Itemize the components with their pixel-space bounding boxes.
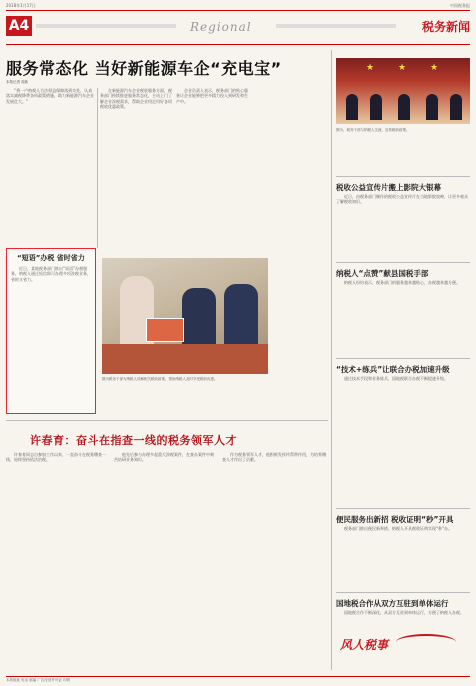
right-text-3: 通过技术手段和业务练兵，国地税联合办税不断提速升级。 xyxy=(344,376,448,381)
lead-column-3 xyxy=(176,88,248,254)
right-headline-3: “技术+练兵”让联合办税加速升级 xyxy=(336,365,450,374)
top-bar xyxy=(6,3,470,9)
feature-column-1 xyxy=(6,452,106,670)
photo-caption: 图为税务干部为纳税人讲解相关税收政策，帮助纳税人及时享受税收优惠。 xyxy=(102,377,218,381)
logo-text: 风人税事 xyxy=(340,638,389,652)
star-icon: ★ xyxy=(398,63,407,73)
brief-box xyxy=(6,248,96,414)
right-photo-caption: 图为，税务干部与纳税人交流，宣传税收政策。 xyxy=(336,128,410,132)
right-rule-1 xyxy=(336,176,470,177)
lead-photo xyxy=(102,258,268,374)
feature-headline: 许春育：奋斗在指查一线的税务领军人才 xyxy=(30,434,237,447)
photo-leaflet xyxy=(146,318,184,342)
issue-date: 2018年1月17日 xyxy=(6,3,36,8)
right-text-5: 国地税合作不断深化，从双方互驻到单体运行，方便了纳税人办税。 xyxy=(344,610,464,615)
feature-column-3 xyxy=(222,452,326,670)
photo-person xyxy=(370,94,382,120)
right-photo xyxy=(336,58,470,124)
photo-display-table xyxy=(102,344,268,374)
star-icon: ★ xyxy=(366,63,375,73)
right-rule-4 xyxy=(336,508,470,509)
feature-text-1: 许春育同志自参加工作以来，一直奋斗在税务稽查一线，始终坚持依法治税。 xyxy=(6,452,106,463)
photo-person xyxy=(346,94,358,120)
masthead-name: 中国税务报 xyxy=(450,3,470,8)
lead-column-2 xyxy=(100,88,172,254)
right-rule-5 xyxy=(336,592,470,593)
logo-swoosh xyxy=(396,634,456,650)
photo-person xyxy=(426,94,438,120)
header-divider-left xyxy=(36,24,176,28)
right-rule-3 xyxy=(336,358,470,359)
brief-text: 近日，某地税务部门推出“短语”办税服务，纳税人通过短信即可办理多项涉税业务，省时又省力。 xyxy=(11,266,91,282)
right-headline-5: 国地税合作从双方互驻到单体运行 xyxy=(336,599,449,608)
right-article-1 xyxy=(336,194,470,258)
section-number: A4 xyxy=(6,16,32,36)
column-divider xyxy=(97,88,98,248)
right-rule-2 xyxy=(336,262,470,263)
feature-text-3: 作为税务领军人才，他积极发挥传帮带作用，为培养稽查人才作出了贡献。 xyxy=(222,452,326,463)
right-article-4 xyxy=(336,526,470,586)
lead-column-1 xyxy=(6,88,94,244)
page-footer: 本报地址 电话 邮编 广告经营许可证 印刷 xyxy=(6,676,470,686)
brief-title: “短语”办税 省时省力 xyxy=(17,254,85,262)
lead-byline: 本报记者 周新 xyxy=(6,80,29,84)
right-headline-1: 税收公益宣传片搬上影院大银幕 xyxy=(336,183,441,192)
star-icon: ★ xyxy=(430,63,439,73)
section-title: 税务新闻 xyxy=(421,20,470,34)
section-english-title: Regional xyxy=(190,20,252,34)
right-text-4: 税务部门推出便民新举措，纳税人开具税收证明实现“秒”办。 xyxy=(344,526,453,531)
right-article-3 xyxy=(336,376,470,500)
feature-column-2 xyxy=(114,452,214,670)
right-text-1: 近日，由税务部门制作的税收公益宣传片在当地影院放映，让更多观众了解税收知识。 xyxy=(336,194,468,205)
page-header xyxy=(6,12,470,42)
photo-person xyxy=(450,94,462,120)
right-article-5 xyxy=(336,610,470,632)
lead-headline: 服务常态化 当好新能源车企“充电宝” xyxy=(6,59,282,78)
photo-person xyxy=(398,94,410,120)
lead-text-2: 在新能源汽车企业税收服务方面，税务部门持续推进服务常态化，主动上门了解企业涉税需求，帮助企业用足用好各项税收优惠政策。 xyxy=(100,88,172,110)
header-rule xyxy=(6,44,470,45)
lead-text-3: 企业负责人表示，税务部门的贴心服务让企业能够把更多精力投入到研发和生产中。 xyxy=(176,88,248,104)
right-article-2 xyxy=(336,280,470,354)
header-divider-right xyxy=(276,24,396,28)
right-headline-4: 便民服务出新招 税收证明“秒”开具 xyxy=(336,515,454,524)
page-column-divider xyxy=(331,50,332,670)
feature-rule xyxy=(6,420,328,421)
lead-text-1: “将一户纳税人合法权益保障落到实处，认真落实减税降费各项政策措施，助力新能源汽车企业发展壮大。” xyxy=(6,88,94,104)
right-text-2: 纳税人纷纷表示，税务部门的服务越来越贴心，办税越来越方便。 xyxy=(344,280,460,285)
right-headline-2: 纳税人“点赞”献县国税手部 xyxy=(336,269,429,278)
top-rule xyxy=(6,10,470,11)
feature-text-2: 他先后参与办理多起重大涉税案件，在查办案件中刻苦钻研业务知识。 xyxy=(114,452,214,463)
column-logo xyxy=(340,634,464,670)
